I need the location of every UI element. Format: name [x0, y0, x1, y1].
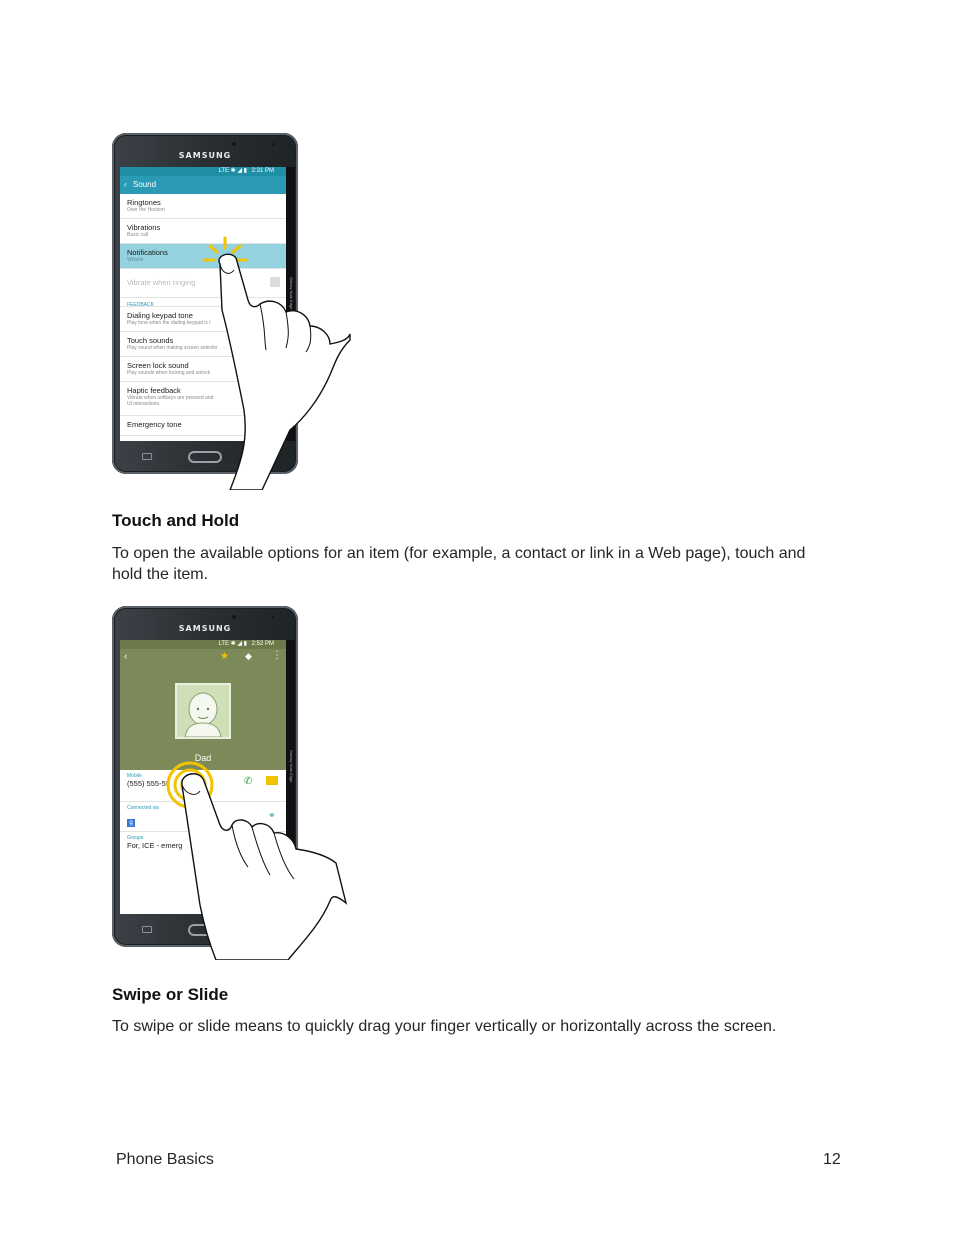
mobile-label: Mobile [127, 773, 142, 779]
mobile-number: (555) 555-55 [127, 779, 170, 788]
edit-pencil-icon[interactable]: ◆ [245, 651, 252, 661]
section-label-feedback: FEEDBACK [120, 298, 286, 307]
recent-apps-key-icon [142, 453, 152, 460]
google-account-icon: g [127, 819, 135, 827]
item-subtitle-line2: UI interactions. [127, 401, 161, 407]
back-chevron-icon[interactable]: ‹ [124, 180, 127, 189]
groups-value-text: For, ICE - emerg [127, 841, 183, 850]
heading-touch-and-hold: Touch and Hold [112, 511, 240, 530]
back-chevron-icon[interactable]: ‹ [124, 651, 128, 662]
status-time: 2:31 PM [251, 168, 274, 174]
heading-swipe-or-slide: Swipe or Slide [112, 985, 229, 1004]
status-icons: LTE ✱ ◢ ▮ [218, 168, 247, 174]
baby-face-icon [177, 685, 229, 737]
recent-apps-key-icon [142, 926, 152, 933]
brand-logo: SAMSUNG [178, 624, 232, 633]
status-bar [120, 167, 286, 176]
link-icon[interactable]: ⚭ [268, 810, 276, 820]
brand-logo: SAMSUNG [178, 151, 232, 160]
status-bar [120, 640, 286, 649]
call-phone-icon[interactable]: ✆ [244, 776, 253, 787]
contact-name: Dad [194, 753, 212, 763]
item-subtitle: Play sounds when locking and unlock [127, 370, 211, 376]
sensor-dot [272, 143, 275, 146]
finger-outline [219, 254, 350, 490]
edge-screen-label: Galaxy Note Edge [289, 750, 294, 783]
item-subtitle: Play sound when making screen selectio [127, 345, 218, 351]
item-title: Touch sounds [127, 336, 174, 345]
paragraph-touch-and-hold: To open the available options for an item (for example, a contact or link in a Web page), touch and hold the item. [112, 545, 806, 583]
item-subtitle: Whistle [127, 257, 144, 263]
app-bar [120, 176, 286, 194]
item-title: Emergency tone [127, 420, 182, 429]
contact-avatar [175, 683, 231, 739]
item-title: Haptic feedback [127, 386, 181, 395]
item-title: Vibrations [127, 223, 161, 232]
status-time: 2:52 PM [251, 641, 274, 647]
connected-via-label: Connected via [127, 805, 159, 811]
item-subtitle: Basic call [127, 232, 149, 238]
tapping-hand-illustration [190, 230, 360, 490]
front-camera [232, 142, 236, 146]
screen-title: Sound [132, 180, 157, 189]
holding-hand-illustration [160, 755, 360, 960]
footer-page-number: 12 [823, 1151, 841, 1168]
settings-item-ringtones[interactable] [120, 194, 286, 219]
sensor-dot [272, 616, 275, 619]
item-subtitle: Play tone when the dialing keypad is t [127, 320, 211, 326]
more-options-icon[interactable]: ⋮ [272, 650, 282, 661]
favorite-star-icon[interactable]: ★ [220, 651, 229, 662]
item-title: Dialing keypad tone [127, 311, 193, 320]
item-title: Ringtones [127, 198, 161, 207]
front-camera [232, 615, 236, 619]
item-subtitle: Vibrate when softkeys are pressed and [127, 395, 214, 401]
edge-screen-label: Galaxy Note Edge [289, 277, 294, 310]
item-subtitle: Over the Horizon [127, 207, 165, 213]
contact-header [120, 649, 286, 770]
finger-outline [182, 774, 346, 960]
status-icons: LTE ✱ ◢ ▮ [218, 641, 247, 647]
groups-label: Groups [127, 835, 144, 841]
footer-section-name: Phone Basics [116, 1151, 214, 1168]
item-title: Vibrate when ringing [127, 278, 196, 287]
paragraph-swipe-or-slide: To swipe or slide means to quickly drag your finger vertically or horizontally across the screen. [112, 1018, 777, 1035]
item-title: Screen lock sound [127, 361, 189, 370]
item-title: Notifications [127, 248, 168, 257]
